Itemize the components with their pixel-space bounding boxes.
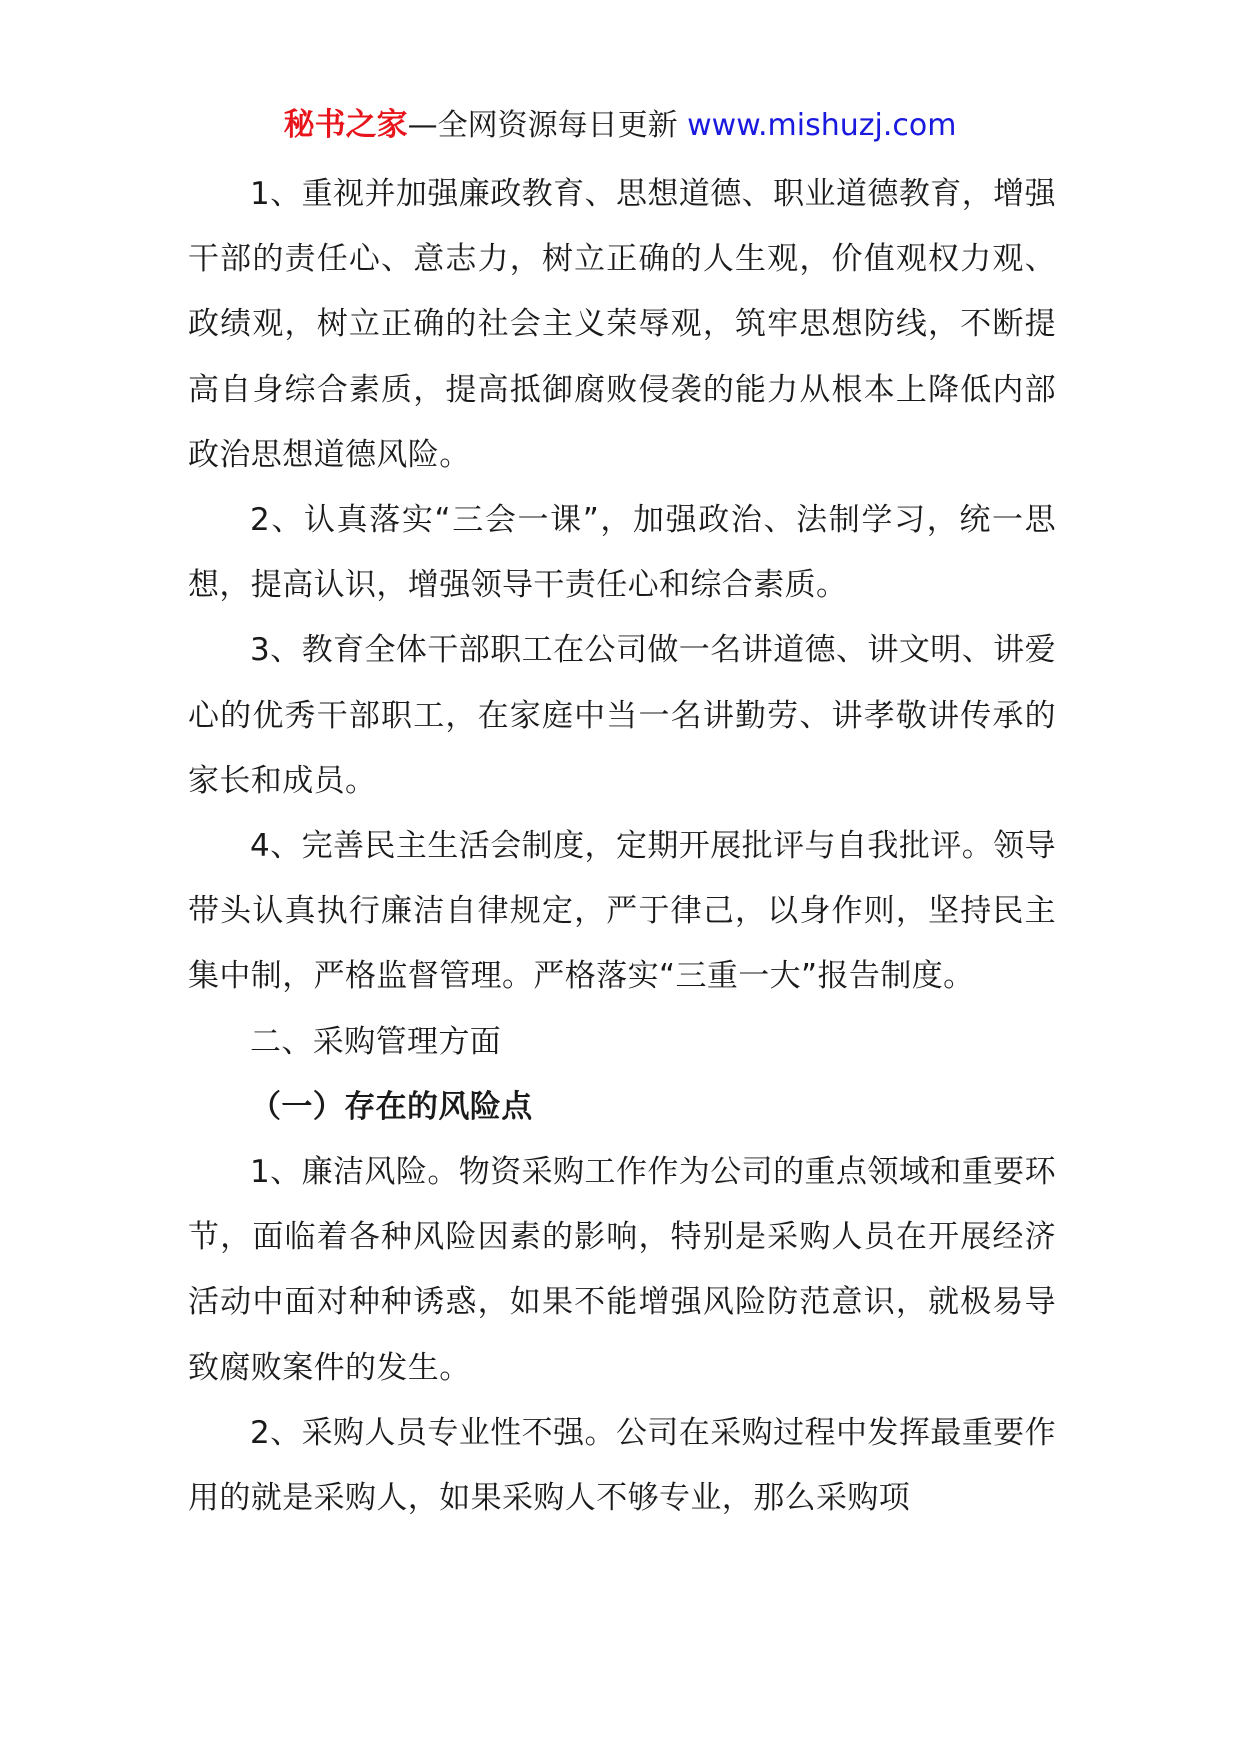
brand-name: 秘书之家	[283, 107, 408, 143]
paragraph-5: 1、廉洁风险。物资采购工作作为公司的重点领域和重要环节，面临着各种风险因素的影响，特别是采购人员在开展经济活动中面对种种诱惑，如果不能增强风险防范意识，就极易导致腐败案件的发生。	[188, 1154, 1056, 1386]
header-tagline: —全网资源每日更新	[407, 108, 688, 143]
paragraph-2: 2、认真落实“三会一课”，加强政治、法制学习，统一思想，提高认识，增强领导干责任心和综合素质。	[188, 502, 1056, 604]
paragraph-1: 1、重视并加强廉政教育、思想道德、职业道德教育，增强干部的责任心、意志力，树立正确的人生观，价值观权力观、政绩观，树立正确的社会主义荣辱观，筑牢思想防线，不断提高自身综合素质，提高抵御腐败侵袭的能力从根本上降低内部政治思想道德风险。	[188, 176, 1056, 473]
section-heading: 二、采购管理方面	[250, 1023, 502, 1060]
document-body	[188, 162, 1056, 1531]
paragraph-4: 4、完善民主生活会制度，定期开展批评与自我批评。领导带头认真执行廉洁自律规定，严于律己，以身作则，坚持民主集中制，严格监督管理。严格落实“三重一大”报告制度。	[188, 828, 1056, 995]
site-header	[0, 100, 1240, 151]
paragraph-6: 2、采购人员专业性不强。公司在采购过程中发挥最重要作用的就是采购人，如果采购人不够专业，那么采购项	[188, 1414, 1056, 1517]
paragraph-3: 3、教育全体干部职工在公司做一名讲道德、讲文明、讲爱心的优秀干部职工，在家庭中当一名讲勤劳、讲孝敬讲传承的家长和成员。	[188, 632, 1056, 799]
subsection-heading: （一）存在的风险点	[250, 1088, 533, 1125]
site-url-link[interactable]: www.mishuzj.com	[687, 108, 957, 143]
